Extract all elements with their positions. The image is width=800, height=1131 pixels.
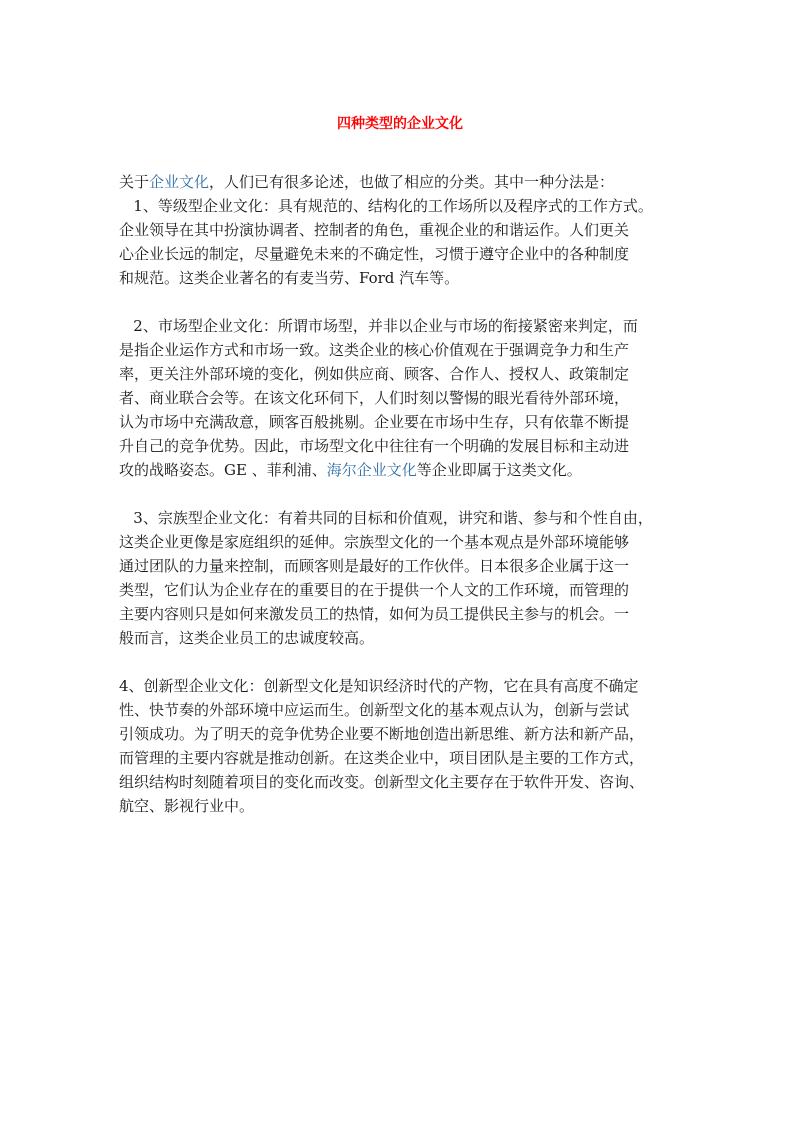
paragraph-line: 心企业长远的制定，尽量避免未来的不确定性，习惯于遵守企业中的各种制度 xyxy=(119,245,630,263)
paragraph-line: 认为市场中充满敌意，顾客百般挑剔。企业要在市场中生存，只有依靠不断提 xyxy=(119,413,630,431)
intro-text-post: ，人们已有很多论述，也做了相应的分类。其中一种分法是： xyxy=(209,173,615,191)
paragraph-line: 升自己的竞争优势。因此，市场型文化中往往有一个明确的发展目标和主动进 xyxy=(119,437,630,455)
paragraph-line: 组织结构时刻随着项目的变化而改变。创新型文化主要存在于软件开发、咨询、 xyxy=(119,773,645,791)
paragraph-line xyxy=(119,458,704,482)
section2-last-pre: 攻的战略姿态。GE 、菲利浦、 xyxy=(119,461,327,479)
paragraph-line: 率，更关注外部环境的变化，例如供应商、顾客、合作人、授权人、政策制定 xyxy=(119,365,630,383)
paragraph-line: 而管理的主要内容就是推动创新。在这类企业中，项目团队是主要的工作方式， xyxy=(119,749,645,767)
paragraph-gap xyxy=(119,482,704,506)
paragraph-line: 企业领导在其中扮演协调者、控制者的角色，重视企业的和谐运作。人们更关 xyxy=(119,221,630,239)
paragraph-line: 般而言，这类企业员工的忠诚度较高。 xyxy=(119,629,375,647)
paragraph-line: 者、商业联合会等。在该文化环伺下，人们时刻以警惕的眼光看待外部环境， xyxy=(119,389,630,407)
paragraph-line: 和规范。这类企业著名的有麦当劳、Ford 汽车等。 xyxy=(119,269,460,287)
section2-last-post: 等企业即属于这类文化。 xyxy=(416,461,582,479)
section-clan-culture xyxy=(119,506,704,650)
paragraph-line: 4、创新型企业文化：创新型文化是知识经济时代的产物，它在具有高度不确定 xyxy=(119,677,639,695)
paragraph-line: 航空、影视行业中。 xyxy=(119,797,255,815)
paragraph-line: 主要内容则只是如何来激发员工的热情，如何为员工提供民主参与的机会。一 xyxy=(119,605,630,623)
intro-text-pre: 关于 xyxy=(119,173,150,191)
paragraph-line: 引领成功。为了明天的竞争优势企业要不断地创造出新思维、新方法和新产品， xyxy=(119,725,645,743)
paragraph-line: 性、快节奏的外部环境中应运而生。创新型文化的基本观点认为，创新与尝试 xyxy=(119,701,630,719)
intro-paragraph xyxy=(119,170,704,194)
paragraph-line: 通过团队的力量来控制，而顾客则是最好的工作伙伴。日本很多企业属于这一 xyxy=(119,557,630,575)
paragraph-line: 这类企业更像是家庭组织的延伸。宗族型文化的一个基本观点是外部环境能够 xyxy=(119,533,630,551)
paragraph-line: 是指企业运作方式和市场一致。这类企业的核心价值观在于强调竞争力和生产 xyxy=(119,341,630,359)
paragraph-line: 2、市场型企业文化：所谓市场型，并非以企业与市场的衔接紧密来判定，而 xyxy=(119,317,638,335)
paragraph-gap xyxy=(119,290,704,314)
document-title: 四种类型的企业文化 xyxy=(337,116,463,132)
section-adhocracy-culture xyxy=(119,674,704,818)
haier-culture-link[interactable]: 海尔企业文化 xyxy=(326,461,417,479)
paragraph-gap xyxy=(119,650,704,674)
enterprise-culture-link[interactable]: 企业文化 xyxy=(149,173,210,191)
section-market-culture xyxy=(119,314,704,482)
section-hierarchy-culture xyxy=(119,194,704,290)
paragraph-line: 3、宗族型企业文化：有着共同的目标和价值观，讲究和谐、参与和个性自由， xyxy=(119,509,653,527)
paragraph-line: 1、等级型企业文化：具有规范的、结构化的工作场所以及程序式的工作方式。 xyxy=(119,197,653,215)
paragraph-line: 类型，它们认为企业存在的重要目的在于提供一个人文的工作环境，而管理的 xyxy=(119,581,630,599)
document-body xyxy=(119,170,704,818)
